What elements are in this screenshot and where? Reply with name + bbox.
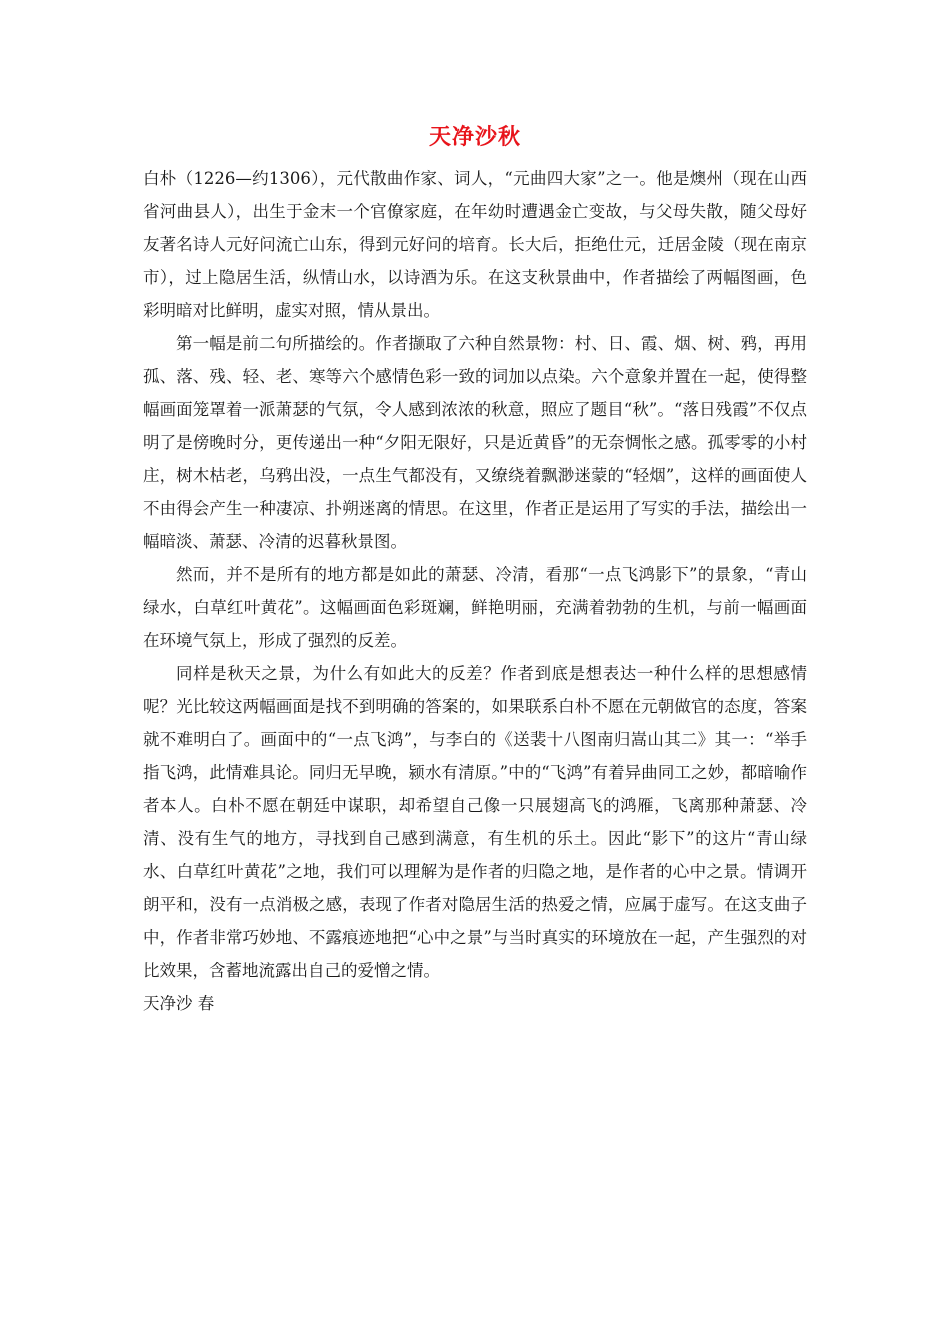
paragraph-first-scene: 第一幅是前二句所描绘的。作者撷取了六种自然景物：村、日、霞、烟、树、鸦，再用孤、落、残、轻、老、寒等六个感情色彩一致的词加以点染。六个意象并置在一起，使得整幅画面笼罩着一派萧瑟的气氛，令人感到浓浓的秋意，照应了题目“秋”。“落日残霞”不仅点明了是傍晚时分，更传递出一种“夕阳无限好，只是近黄昏”的无奈惆怅之感。孤零零的小村庄，树木枯老，乌鸦出没，一点生气都没有，又缭绕着飘渺迷蒙的“轻烟”，这样的画面使人不由得会产生一种凄凉、扑朔迷离的情思。在这里，作者正是运用了写实的手法，描绘出一幅暗淡、萧瑟、冷清的迟暮秋景图。 xyxy=(143,334,807,551)
paragraph-second-scene: 然而，并不是所有的地方都是如此的萧瑟、冷清，看那“一点飞鸿影下”的景象，“青山绿水，白草红叶黄花”。这幅画面色彩斑斓，鲜艳明丽，充满着勃勃的生机，与前一幅画面在环境气氛上，形成了强烈的反差。 xyxy=(143,565,807,650)
paragraph-contrast-analysis: 同样是秋天之景，为什么有如此大的反差？作者到底是想表达一种什么样的思想感情呢？光比较这两幅画面是找不到明确的答案的，如果联系白朴不愿在元朝做官的态度，答案就不难明白了。画面中的“一点飞鸿”，与李白的《送裴十八图南归嵩山其二》其一：“举手指飞鸿，此情难具论。同归无早晚，颍水有清原。”中的“飞鸿”有着异曲同工之妙，都暗喻作者本人。白朴不愿在朝廷中谋职，却希望自己像一只展翅高飞的鸿雁，飞离那种萧瑟、冷清、没有生气的地方，寻找到自己感到满意，有生机的乐土。因此“影下”的这片“青山绿水、白草红叶黄花”之地，我们可以理解为是作者的归隐之地，是作者的心中之景。情调开朗平和，没有一点消极之感，表现了作者对隐居生活的热爱之情，应属于虚写。在这支曲子中，作者非常巧妙地、不露痕迹地把“心中之景”与当时真实的环境放在一起，产生强烈的对比效果，含蓄地流露出自己的爱憎之情。 xyxy=(143,664,807,980)
paragraph-author-intro: 白朴（1226—约1306），元代散曲作家、词人，“元曲四大家”之一。他是燠州（现在山西省河曲县人），出生于金末一个官僚家庭，在年幼时遭遇金亡变故，与父母失散，随父母好友著名诗人元好问流亡山东，得到元好问的培育。长大后，拒绝仕元，迁居金陵（现在南京市），过上隐居生活，纵情山水，以诗酒为乐。在这支秋景曲中，作者描绘了两幅图画，色彩明暗对比鲜明，虚实对照，情从景出。 xyxy=(143,169,807,320)
next-section-heading: 天净沙 春 xyxy=(143,994,215,1013)
page-title: 天净沙秋 xyxy=(428,124,521,150)
document-page xyxy=(143,112,807,1020)
